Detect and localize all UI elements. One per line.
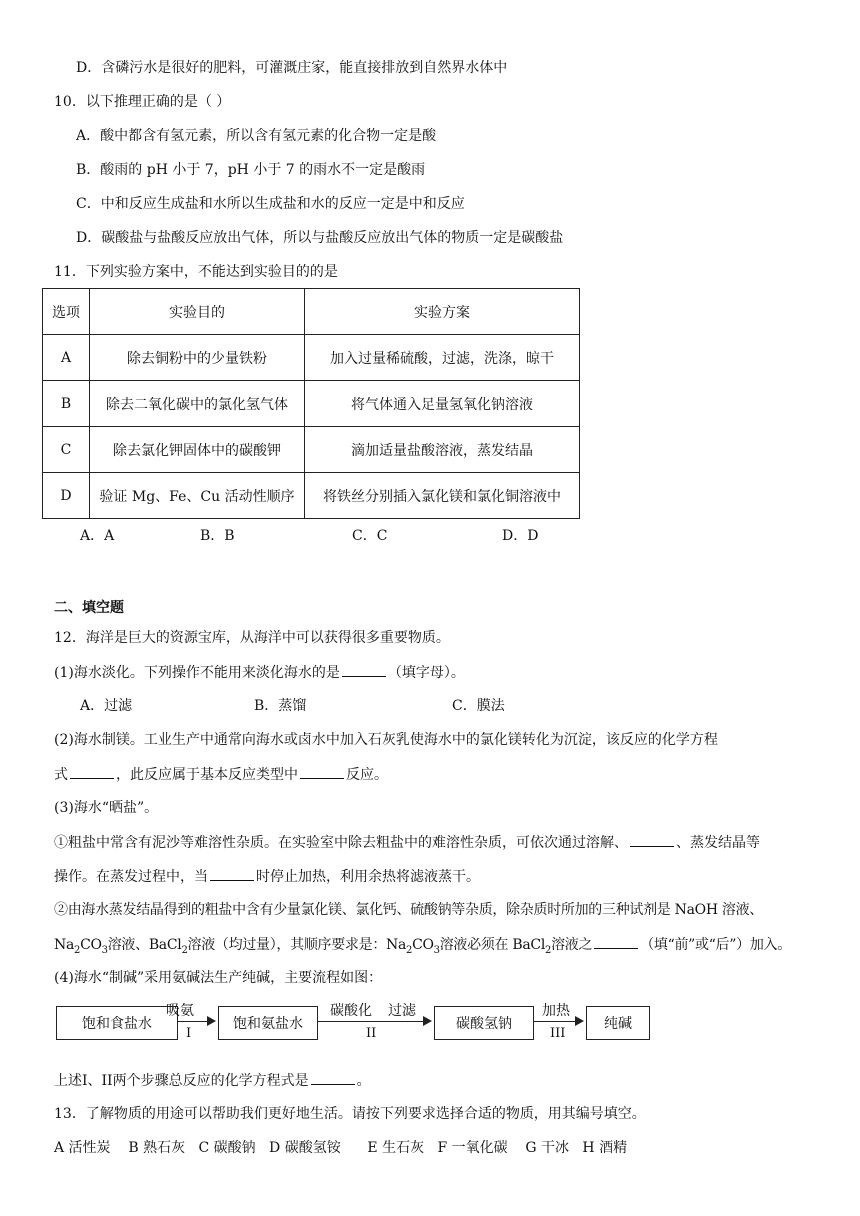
q10-stem: 10．以下推理正确的是（ ）: [54, 94, 231, 110]
q12-part1: [54, 662, 465, 683]
table-cell: B: [43, 381, 90, 427]
q12-part5-tail: 。: [356, 1073, 371, 1089]
table-cell: 滴加适量盐酸溶液，蒸发结晶: [305, 427, 580, 473]
list-item: G 干冰: [525, 1140, 570, 1156]
q12-part2-text: 反应。: [346, 767, 388, 783]
flow-label-absorb: 吸氨: [166, 1003, 194, 1019]
table-header: 实验方案: [305, 289, 580, 335]
q12-part3-2-line2: $Na_2CO_3$溶液、BaCl$_2$溶液（均过量），其顺序要求是：$Na_2CO_3$溶液必须在 BaCl$_2$溶液之 （填“前”或“后”）加入。: [54, 934, 791, 961]
q11-stem: 11．下列实验方案中，不能达到实验目的的是: [54, 264, 338, 280]
q12-part3-title: (3)海水“晒盐”。: [54, 800, 159, 816]
table-cell: 除去铜粉中的少量铁粉: [90, 335, 305, 381]
q12-part3-text: 、蒸发结晶等: [676, 835, 760, 851]
q12-part5-text: 上述I、II两个步骤总反应的化学方程式是: [54, 1073, 309, 1089]
answer-blank[interactable]: [630, 832, 674, 847]
table-header: 实验目的: [90, 289, 305, 335]
flow-label-heat: 加热: [542, 1003, 570, 1019]
answer-blank[interactable]: [342, 662, 386, 677]
q12-part1-tail: （填字母）。: [387, 665, 465, 681]
q9-option-d: D．含磷污水是很好的肥料，可灌溉庄家，能直接排放到自然界水体中: [76, 60, 508, 76]
q12-part3-text: 溶液、BaCl: [107, 937, 182, 953]
q10-option-a: A．酸中都含有氢元素，所以含有氢元素的化合物一定是酸: [76, 128, 437, 144]
flow-box-ammonia-brine: 饱和氨盐水: [218, 1006, 318, 1040]
q12-part3-1-line1: [54, 832, 760, 853]
table-cell: 将铁丝分别插入氯化镁和氯化铜溶液中: [305, 473, 580, 519]
answer-blank[interactable]: [210, 866, 254, 881]
q12-part2-line1: (2)海水制镁。工业生产中通常向海水或卤水中加入石灰乳使海水中的氯化镁转化为沉淀，该反应的化学方程: [54, 732, 718, 748]
table-row: [43, 335, 580, 381]
table-cell: 除去氯化钾固体中的碳酸钾: [90, 427, 305, 473]
flow-arrow-1: [178, 1021, 214, 1022]
q12-part2-text: 式: [54, 767, 68, 783]
q13-stem: 13．了解物质的用途可以帮助我们更好地生活。请按下列要求选择合适的物质，用其编号填空。: [54, 1106, 646, 1122]
q10-option-c: C．中和反应生成盐和水所以生成盐和水的反应一定是中和反应: [76, 196, 465, 212]
answer-blank[interactable]: [311, 1070, 355, 1085]
q12-part2-text: ，此反应属于基本反应类型中: [116, 767, 298, 783]
flow-label-carbonation: 碳酸化: [330, 1003, 372, 1019]
answer-blank[interactable]: [594, 934, 638, 949]
q12-part3-text: ①粗盐中常含有泥沙等难溶性杂质。在实验室中除去粗盐中的难溶性杂质，可依次通过溶解、: [54, 835, 628, 851]
q12-stem: 12．海洋是巨大的资源宝库，从海洋中可以获得很多重要物质。: [54, 630, 450, 646]
table-header: 选项: [43, 289, 90, 335]
list-item: A 活性炭: [54, 1140, 111, 1156]
list-item: E 生石灰: [367, 1140, 425, 1156]
flow-arrow-2: [318, 1021, 430, 1022]
q11-answer-b: B．B: [200, 528, 235, 544]
table-cell: 除去二氧化碳中的氯化氢气体: [90, 381, 305, 427]
list-item: C 碳酸钠: [198, 1140, 256, 1156]
q12-part5: [54, 1070, 371, 1091]
q12-part3-2-line1: ②由海水蒸发结晶得到的粗盐中含有少量氯化镁、氯化钙、硫酸钠等杂质，除杂质时所加的三种试剂是 NaOH 溶液、: [54, 902, 763, 918]
q12-part3-text: 溶液之: [551, 937, 593, 953]
flow-step-3: III: [550, 1026, 566, 1041]
q12-part1-option-b: B．蒸馏: [254, 698, 307, 714]
q12-part3-text: 操作。在蒸发过程中，当: [54, 869, 208, 885]
flow-arrow-3: [534, 1021, 582, 1022]
q12-part1-option-a: A．过滤: [80, 698, 133, 714]
table-cell: 加入过量稀硫酸，过滤，洗涤，晾干: [305, 335, 580, 381]
q12-part1-text: (1)海水淡化。下列操作不能用来淡化海水的是: [54, 665, 340, 681]
flow-step-1: I: [186, 1026, 192, 1041]
q11-answer-d: D．D: [502, 528, 539, 544]
q10-option-d: D．碳酸盐与盐酸反应放出气体，所以与盐酸反应放出气体的物质一定是碳酸盐: [76, 230, 564, 246]
q12-part4: (4)海水“制碱”采用氨碱法生产纯碱，主要流程如图：: [54, 970, 383, 986]
experiment-table: [42, 288, 580, 519]
table-cell: C: [43, 427, 90, 473]
section-title: 二、填空题: [54, 600, 124, 616]
flow-box-sodium-bicarbonate: 碳酸氢钠: [434, 1006, 534, 1040]
answer-blank[interactable]: [70, 764, 114, 779]
q10-option-b: B．酸雨的 pH 小于 7，pH 小于 7 的雨水不一定是酸雨: [76, 162, 426, 178]
q12-part2-line2: [54, 764, 388, 785]
list-item: H 酒精: [582, 1140, 628, 1156]
flow-label-filter: 过滤: [388, 1003, 416, 1019]
table-row: [43, 427, 580, 473]
table-row: [43, 381, 580, 427]
q12-part3-text: （填“前”或“后”）加入。: [640, 937, 791, 953]
list-item: F 一氧化碳: [437, 1140, 508, 1156]
q12-part3-1-line2: [54, 866, 480, 887]
flow-box-brine: 饱和食盐水: [56, 1006, 178, 1040]
q12-part3-text: 时停止加热，利用余热将滤液蒸干。: [256, 869, 480, 885]
q12-part1-option-c: C．膜法: [452, 698, 505, 714]
table-cell: A: [43, 335, 90, 381]
flow-step-2: II: [366, 1026, 377, 1041]
flow-box-soda-ash: 纯碱: [586, 1006, 650, 1040]
q13-items: [54, 1138, 627, 1158]
table-cell: D: [43, 473, 90, 519]
table-cell: 验证 Mg、Fe、Cu 活动性顺序: [90, 473, 305, 519]
list-item: D 碳酸氢铵: [269, 1140, 341, 1156]
q12-part3-text: 溶液（均过量），其顺序要求是：Na: [187, 937, 407, 953]
list-item: B 熟石灰: [128, 1140, 186, 1156]
q11-answer-a: A．A: [80, 528, 115, 544]
table-header-row: [43, 289, 580, 335]
table-row: [43, 473, 580, 519]
table-cell: 将气体通入足量氢氧化钠溶液: [305, 381, 580, 427]
q11-answer-c: C．C: [352, 528, 388, 544]
answer-blank[interactable]: [300, 764, 344, 779]
q12-part3-text: 溶液必须在 BaCl: [439, 937, 546, 953]
